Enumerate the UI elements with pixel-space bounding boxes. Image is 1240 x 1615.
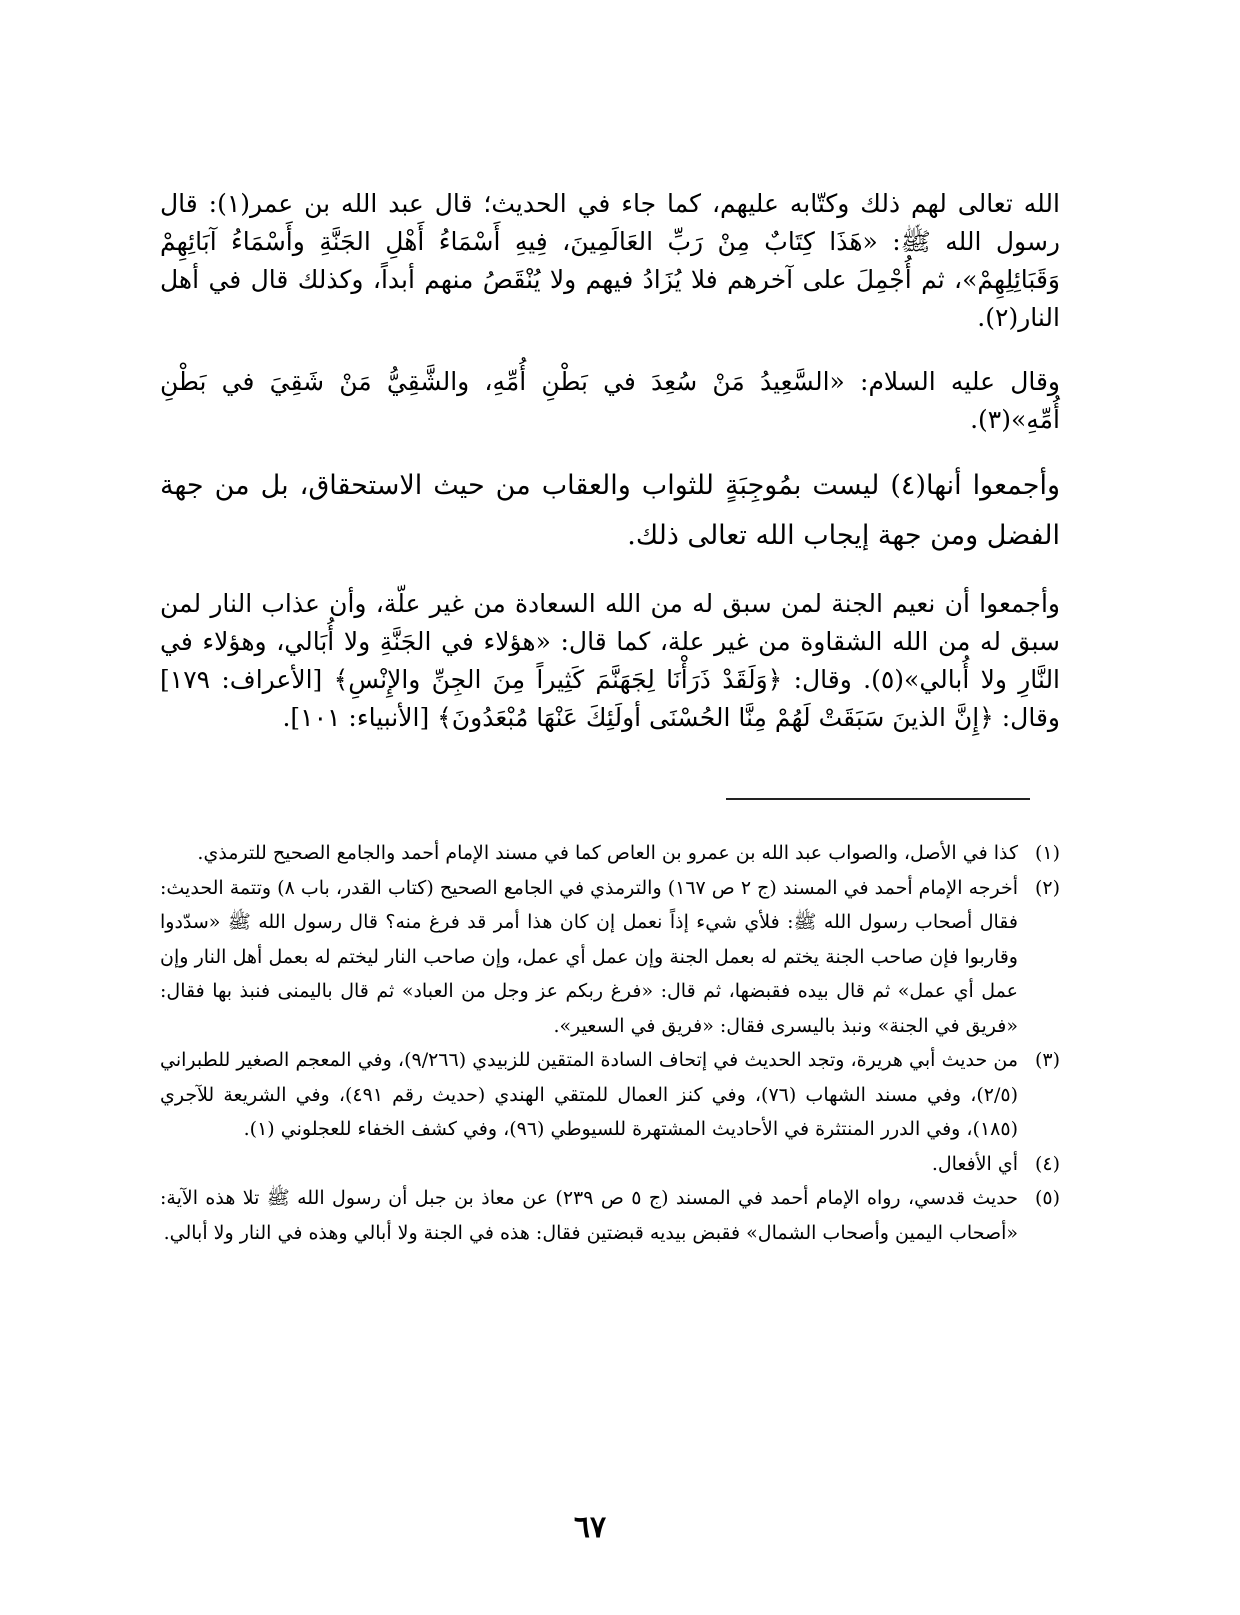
footnote-number: (١) — [1034, 842, 1060, 864]
paragraph-2: وقال عليه السلام: «السَّعِيدُ مَنْ سُعِدَ في بَطْنِ أُمِّهِ، والشَّقِيُّ مَنْ شَقِيَ في بَطْنِ أُمِّهِ»(٣). — [160, 367, 1060, 434]
paragraph-1: الله تعالى لهم ذلك وكتّابه عليهم، كما جاء في الحديث؛ قال عبد الله بن عمر(١): قال رسول الله ﷺ: «هَذَا كِتَابٌ مِنْ رَبِّ العَالَمِينَ، فِيهِ أَسْمَاءُ أَهْلِ الجَنَّةِ وأَسْمَاءُ آبَائِهِمْ وَقَبَائِلِهِمْ»، ثم أُجْمِلَ على آخرهم فلا يُزَادُ فيهم ولا يُنْقَصُ منهم أبداً، وكذلك قال في أهل النار(٢). — [160, 189, 1060, 332]
footnote-4 — [160, 1147, 1060, 1182]
footnote-number: (٣) — [1034, 1049, 1060, 1071]
footnote-text: حديث قدسي، رواه الإمام أحمد في المسند (ج ٥ ص ٢٣٩) عن معاذ بن جبل أن رسول الله ﷺ تلا هذه الآية: «أصحاب اليمين وأصحاب الشمال» فقبض بيديه قبضتين فقال: هذه في الجنة ولا أبالي وهذه في النار ولا أبالي. — [160, 1187, 1018, 1244]
page-number: ٦٧ — [573, 1510, 607, 1545]
footnote-text: أخرجه الإمام أحمد في المسند (ج ٢ ص ١٦٧) والترمذي في الجامع الصحيح (كتاب القدر، باب ٨) وتتمة الحديث: فقال أصحاب رسول الله ﷺ: فلأي شيء إذاً نعمل إن كان هذا أمر قد فرغ منه؟ قال رسول الله ﷺ «سدّدوا وقاربوا فإن صاحب الجنة يختم له بعمل الجنة وإن عمل أي عمل، وإن صاحب النار ليختم له بعمل أهل النار وإن عمل أي عمل» ثم قال بيده فقبضها، ثم قال: «فرغ ربكم عز وجل من العباد» ثم قال باليمنى فنبذ بها فقال: «فريق في الجنة» ونبذ باليسرى فقال: «فريق في السعير». — [160, 876, 1019, 1037]
footnote-number: (٢) — [1034, 876, 1060, 899]
footnote-number: (٥) — [1034, 1187, 1060, 1209]
footnote-1 — [160, 836, 1060, 871]
footnote-text: كذا في الأصل، والصواب عبد الله بن عمرو بن العاص كما في مسند الإمام أحمد والجامع الصحيح للترمذي. — [197, 842, 1018, 864]
paragraph-3: وأجمعوا أنها(٤) ليست بمُوجِبَةٍ للثواب والعقاب من حيث الاستحقاق، بل من جهة الفضل ومن جهة إيجاب الله تعالى ذلك. — [160, 470, 1060, 551]
paragraph-4: وأجمعوا أن نعيم الجنة لمن سبق له من الله السعادة من غير علّة، وأن عذاب النار لمن سبق له من الله الشقاوة من غير علة، كما قال: «هؤلاء في الجَنَّةِ ولا أُبَالي، وهؤلاء في النَّارِ ولا أُبالي»(٥). وقال: ﴿وَلَقَدْ ذَرَأْنَا لِجَهَنَّمَ كَثِيراً مِنَ الجِنِّ والإِنْسِ﴾ [الأعراف: ١٧٩] وقال: ﴿إِنَّ الذينَ سَبَقَتْ لَهُمْ مِنَّا الحُسْنَى أولَئِكَ عَنْهَا مُبْعَدُونَ﴾ [الأنبياء: ١٠١]. — [160, 589, 1061, 732]
footnote-text: من حديث أبي هريرة، وتجد الحديث في إتحاف السادة المتقين للزبيدي (٩/٢٦٦)، وفي المعجم الصغير للطبراني (٢/٥)، وفي مسند الشهاب (٧٦)، وفي كنز العمال للمتقي الهندي (حديث رقم ٤٩١)، وفي الشريعة للآجري (١٨٥)، وفي الدرر المنتثرة في الأحاديث المشتهرة للسيوطي (٩٦)، وفي كشف الخفاء للعجلوني (١). — [160, 1049, 1018, 1140]
footnotes — [160, 836, 1060, 1250]
main-text — [160, 185, 1060, 737]
footnote-number: (٤) — [1034, 1152, 1060, 1175]
footnote-3 — [160, 1043, 1060, 1147]
footnote-2 — [160, 871, 1060, 1044]
footnote-separator — [726, 798, 1030, 800]
footnote-text: أي الأفعال. — [931, 1152, 1018, 1175]
footnote-5 — [160, 1181, 1060, 1250]
